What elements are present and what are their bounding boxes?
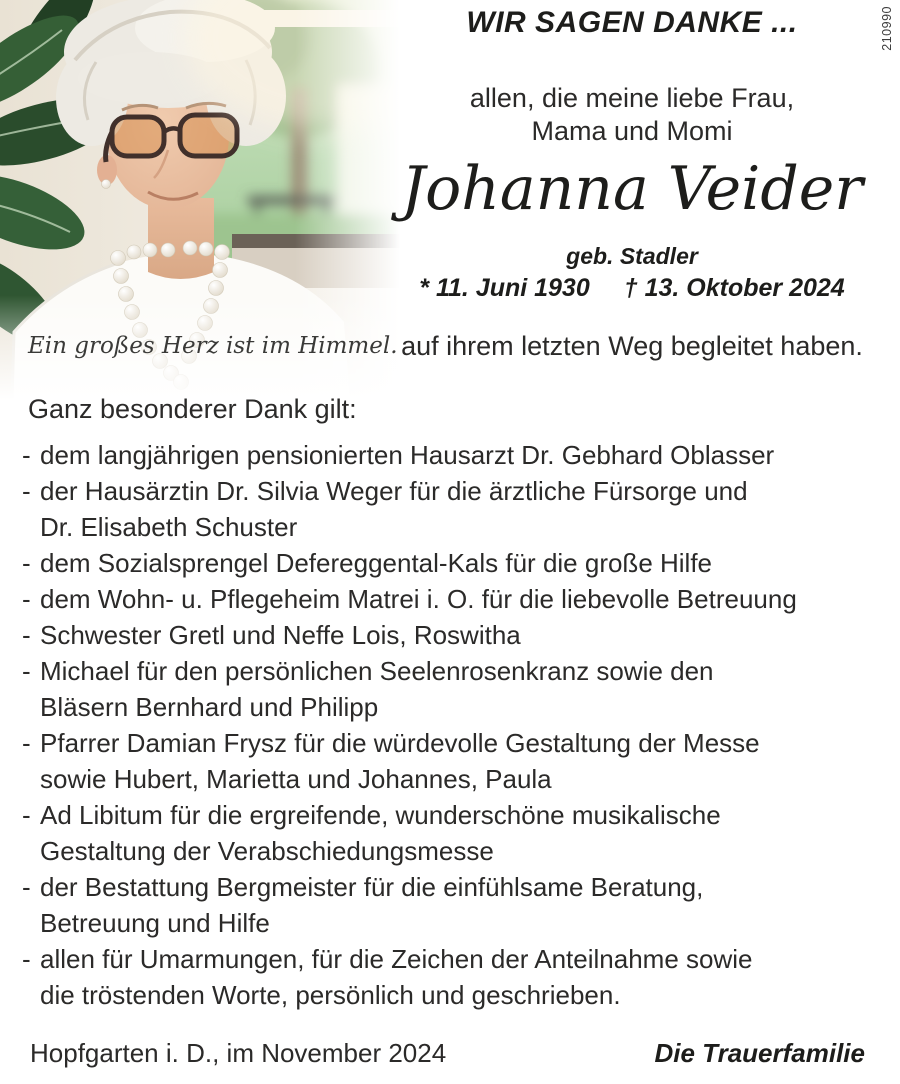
thanks-item: [22, 473, 882, 545]
thanks-line: Gestaltung der Verabschiedungsmesse: [40, 836, 494, 866]
thanks-line: allen für Umarmungen, für die Zeichen der Anteilnahme sowie: [40, 944, 753, 974]
thanks-line: die tröstenden Worte, persönlich und geschrieben.: [40, 980, 621, 1010]
thanks-line: Betreuung und Hilfe: [40, 908, 270, 938]
intro-outro: auf ihrem letzten Weg begleitet haben.: [401, 331, 863, 361]
thanks-line: Ad Libitum für die ergreifende, wunderschöne musikalische: [40, 800, 721, 830]
thanks-line: Michael für den persönlichen Seelenrosenkranz sowie den: [40, 656, 714, 686]
thanks-line: Dr. Elisabeth Schuster: [40, 512, 298, 542]
thanks-line: dem langjährigen pensionierten Hausarzt Dr. Gebhard Oblasser: [40, 440, 775, 470]
thanks-item: [22, 941, 882, 1013]
thanks-line: dem Wohn- u. Pflegeheim Matrei i. O. für die liebevolle Betreuung: [40, 584, 797, 614]
bullet-dash: -: [22, 656, 31, 686]
thanks-item: [22, 653, 882, 725]
signature: Die Trauerfamilie: [654, 1038, 865, 1068]
bullet-dash: -: [22, 800, 31, 830]
thanks-line: sowie Hubert, Marietta und Johannes, Paula: [40, 764, 552, 794]
thanks-line: Bläsern Bernhard und Philipp: [40, 692, 379, 722]
birth-date: * 11. Juni 1930: [419, 274, 590, 302]
bullet-dash: -: [22, 728, 31, 758]
thanks-line: der Hausärztin Dr. Silvia Weger für die ärztliche Fürsorge und: [40, 476, 748, 506]
thanks-line: Schwester Gretl und Neffe Lois, Roswitha: [40, 620, 521, 650]
bullet-dash: -: [22, 476, 31, 506]
portrait-photo: [0, 0, 400, 400]
bullet-dash: -: [22, 620, 31, 650]
thanks-item: [22, 617, 882, 653]
bullet-dash: -: [22, 872, 31, 902]
intro-line-2: Mama und Momi: [531, 116, 733, 146]
bullet-dash: -: [22, 440, 31, 470]
thanks-line: dem Sozialsprengel Defereggental-Kals für die große Hilfe: [40, 548, 713, 578]
thanks-item: [22, 869, 882, 941]
thanks-item: [22, 581, 882, 617]
death-date: † 13. Oktober 2024: [623, 274, 845, 302]
deceased-name: Johanna Veider: [401, 154, 863, 224]
intro-line-1: allen, die meine liebe Frau,: [469, 83, 795, 113]
pearl-earring: [102, 180, 111, 189]
photo-caption: Ein großes Herz ist im Himmel.: [28, 333, 398, 359]
print-code-text: 210990: [880, 6, 894, 51]
thanks-item: [22, 725, 882, 797]
bullet-dash: -: [22, 584, 31, 614]
place-and-date: Hopfgarten i. D., im November 2024: [30, 1038, 447, 1068]
footer: [30, 1038, 865, 1069]
maiden-name: geb. Stadler: [566, 243, 698, 269]
thanks-intro: Ganz besonderer Dank gilt:: [28, 394, 357, 424]
thanks-item: [22, 437, 882, 473]
bullet-dash: -: [22, 944, 31, 974]
header-column: [378, 0, 886, 400]
thanks-line: Pfarrer Damian Frysz für die würdevolle Gestaltung der Messe: [40, 728, 760, 758]
thanks-list: [22, 437, 882, 1013]
thanks-line: der Bestattung Bergmeister für die einfühlsame Beratung,: [40, 872, 704, 902]
life-dates: [378, 274, 886, 303]
bullet-dash: -: [22, 548, 31, 578]
thanks-item: [22, 545, 882, 581]
thanks-item: [22, 797, 882, 869]
title: WIR SAGEN DANKE ...: [466, 6, 798, 39]
